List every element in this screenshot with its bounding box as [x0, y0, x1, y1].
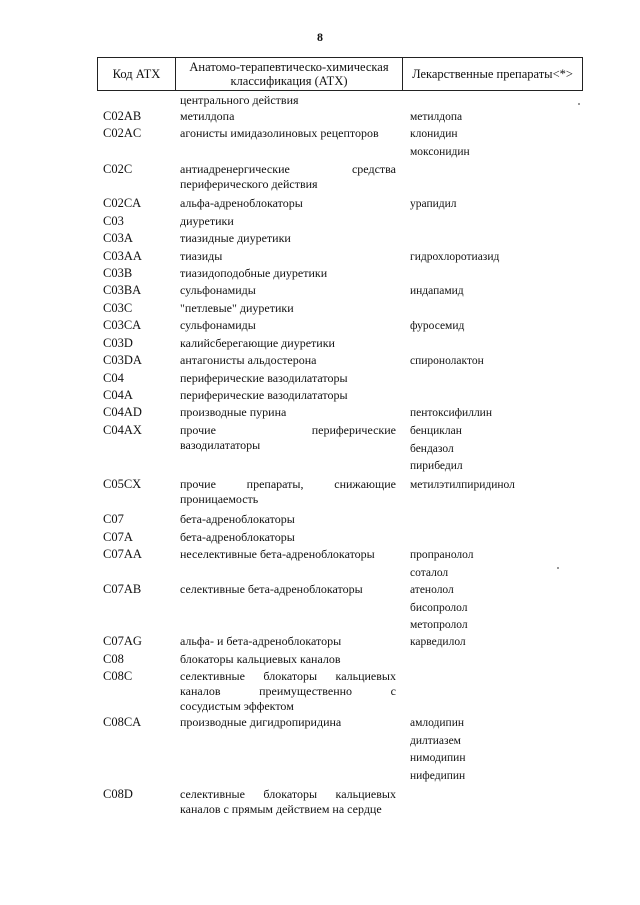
drug-name: соталол — [410, 566, 449, 579]
atc-classification — [180, 512, 396, 527]
table-row — [0, 228, 640, 246]
atc-code: C08C — [103, 669, 133, 683]
atc-code: C02CA — [103, 196, 142, 210]
atc-classification — [180, 214, 396, 229]
drug-name: урапидил — [410, 198, 457, 210]
drug-name: нимодипин — [410, 752, 466, 764]
table-row — [0, 509, 640, 527]
drug-name: клонидин — [410, 128, 458, 140]
table-row — [0, 385, 640, 402]
atc-classification — [180, 423, 396, 453]
classification-line: каналов преимущественно с — [180, 684, 396, 698]
classification-line: антиадренергические средства — [180, 162, 396, 176]
atc-classification — [180, 126, 396, 141]
classification-line: периферические вазодилататоры — [180, 388, 348, 402]
atc-code: C03CA — [103, 318, 142, 332]
classification-line: калийсберегающие диуретики — [180, 336, 335, 350]
drug-name: карведилол — [410, 636, 466, 648]
atc-classification — [180, 652, 396, 667]
atc-classification — [180, 336, 396, 351]
table-row — [0, 579, 640, 631]
atc-code: C07AB — [103, 582, 142, 596]
classification-line: производные пурина — [180, 405, 287, 419]
classification-line: тиазидоподобные диуретики — [180, 266, 328, 280]
classification-line: антагонисты альдостерона — [180, 353, 317, 367]
atc-classification — [180, 547, 396, 562]
classification-line: периферического действия — [180, 177, 318, 191]
classification-line: производные дигидропиридина — [180, 715, 342, 729]
table-row — [0, 211, 640, 228]
atc-classification — [180, 405, 396, 420]
atc-code: C07AA — [103, 547, 142, 561]
atc-code: C07AG — [103, 634, 142, 648]
drug-name: пирибедил — [410, 460, 463, 472]
table-row — [0, 527, 640, 544]
classification-line: диуретики — [180, 214, 234, 228]
table-row — [0, 420, 640, 474]
atc-classification — [180, 530, 396, 545]
classification-line: вазодилататоры — [180, 438, 261, 452]
table-row — [0, 280, 640, 298]
classification-line: прочие периферические — [180, 423, 396, 437]
atc-code: C04A — [103, 388, 133, 402]
atc-classification — [180, 477, 396, 507]
header-drugs-cell: Лекарственные препараты<*> — [412, 67, 573, 81]
drug-name: бендазол — [410, 442, 454, 455]
classification-line: каналов с прямым действием на сердце — [180, 802, 382, 816]
drug-name: гидрохлоротиазид — [410, 251, 500, 263]
atc-code: C08CA — [103, 715, 142, 729]
atc-classification — [180, 371, 396, 386]
atc-code: C03B — [103, 266, 133, 280]
atc-code: C03BA — [103, 283, 142, 297]
drug-name: индапамид — [410, 285, 464, 297]
table-row — [0, 649, 640, 666]
atc-classification — [180, 787, 396, 817]
classification-line: тиазидные диуретики — [180, 231, 291, 245]
drug-name: метопролол — [410, 619, 468, 631]
continuation-text: центрального действия — [180, 93, 299, 107]
table-row — [0, 315, 640, 333]
classification-line: агонисты имидазолиновых рецепторов — [180, 126, 379, 140]
atc-classification — [180, 283, 396, 298]
drug-name: моксонидин — [410, 145, 470, 158]
classification-line: блокаторы кальциевых каналов — [180, 652, 341, 666]
scan-speck — [578, 103, 580, 105]
atc-code: C02C — [103, 162, 133, 176]
atc-code: C08 — [103, 652, 124, 666]
classification-line: периферические вазодилататоры — [180, 371, 348, 385]
table-row — [0, 402, 640, 420]
drug-name: пропранолол — [410, 549, 474, 561]
atc-classification — [180, 162, 396, 192]
header-classification-cell: Анатомо-терапевтическо-химическая классификация (АТХ) — [176, 58, 403, 90]
atc-code: C03C — [103, 301, 133, 315]
table-row — [0, 106, 640, 123]
classification-line: бета-адреноблокаторы — [180, 530, 295, 544]
table-row — [0, 298, 640, 315]
table-row — [0, 350, 640, 368]
drug-list — [410, 582, 580, 635]
classification-line: тиазиды — [180, 249, 223, 263]
atc-code: C07A — [103, 530, 133, 544]
table-row — [0, 712, 640, 784]
drug-list — [410, 126, 580, 161]
atc-code: C03 — [103, 214, 124, 228]
atc-code: C03A — [103, 231, 133, 245]
classification-line: селективные бета-адреноблокаторы — [180, 582, 363, 596]
atc-classification — [180, 582, 396, 597]
atc-classification — [180, 388, 396, 403]
drug-name: бенциклан — [410, 425, 462, 437]
table-row — [0, 544, 640, 579]
atc-code: C02AB — [103, 109, 142, 123]
table-row — [0, 263, 640, 280]
table-row — [0, 666, 640, 712]
drug-list — [410, 715, 580, 785]
atc-classification — [180, 634, 396, 649]
atc-classification — [180, 353, 396, 368]
classification-line: проницаемость — [180, 492, 259, 506]
atc-code: C04 — [103, 371, 124, 385]
atc-code: C03DA — [103, 353, 142, 367]
atc-code: C03AA — [103, 249, 142, 263]
atc-code: C08D — [103, 787, 133, 801]
atc-classification — [180, 266, 396, 281]
drug-list — [410, 477, 580, 495]
atc-table-body — [0, 106, 640, 824]
drug-name: метилэтилпиридинол — [410, 479, 515, 491]
atc-code: C03D — [103, 336, 133, 350]
table-row — [0, 246, 640, 263]
classification-line: сульфонамиды — [180, 318, 256, 332]
atc-classification — [180, 669, 396, 714]
classification-line: неселективные бета-адреноблокаторы — [180, 547, 375, 561]
drug-name: метилдопа — [410, 111, 463, 123]
classification-line: альфа- и бета-адреноблокаторы — [180, 634, 342, 648]
atc-classification — [180, 715, 396, 730]
atc-code: C04AD — [103, 405, 142, 419]
atc-code: C02AC — [103, 126, 142, 140]
table-row — [0, 193, 640, 211]
classification-line: "петлевые" диуретики — [180, 301, 294, 315]
atc-classification — [180, 196, 396, 211]
drug-name: пентоксифиллин — [410, 407, 492, 419]
classification-line: прочие препараты, снижающие — [180, 477, 396, 491]
atc-classification — [180, 109, 396, 124]
table-row — [0, 474, 640, 509]
atc-classification — [180, 301, 396, 316]
classification-line: селективные блокаторы кальциевых — [180, 787, 396, 801]
drug-name: спиронолактон — [410, 355, 484, 367]
classification-line: сульфонамиды — [180, 283, 256, 297]
classification-line: бета-адреноблокаторы — [180, 512, 295, 526]
atc-classification — [180, 318, 396, 333]
drug-list — [410, 547, 580, 582]
atc-classification — [180, 231, 396, 246]
table-row — [0, 159, 640, 193]
drug-list — [410, 423, 580, 476]
table-row — [0, 631, 640, 649]
table-row — [0, 784, 640, 824]
drug-name: фуросемид — [410, 320, 465, 332]
drug-name: амлодипин — [410, 717, 465, 729]
page-number: 8 — [317, 30, 323, 44]
atc-classification — [180, 249, 396, 264]
atc-code: C07 — [103, 512, 124, 526]
table-header — [97, 57, 583, 91]
drug-name: бисопролол — [410, 601, 468, 614]
table-row — [0, 333, 640, 350]
classification-line: альфа-адреноблокаторы — [180, 196, 303, 210]
classification-line: метилдопа — [180, 109, 235, 123]
scan-speck — [557, 567, 559, 569]
classification-line: сосудистым эффектом — [180, 699, 294, 713]
atc-code: C04AX — [103, 423, 142, 437]
table-row — [0, 123, 640, 159]
table-row — [0, 368, 640, 385]
drug-name: атенолол — [410, 584, 454, 596]
atc-code: C05CX — [103, 477, 142, 491]
classification-line: селективные блокаторы кальциевых — [180, 669, 396, 683]
header-code-cell: Код АТХ — [98, 58, 176, 90]
drug-name: дилтиазем — [410, 734, 461, 747]
drug-name: нифедипин — [410, 769, 466, 782]
